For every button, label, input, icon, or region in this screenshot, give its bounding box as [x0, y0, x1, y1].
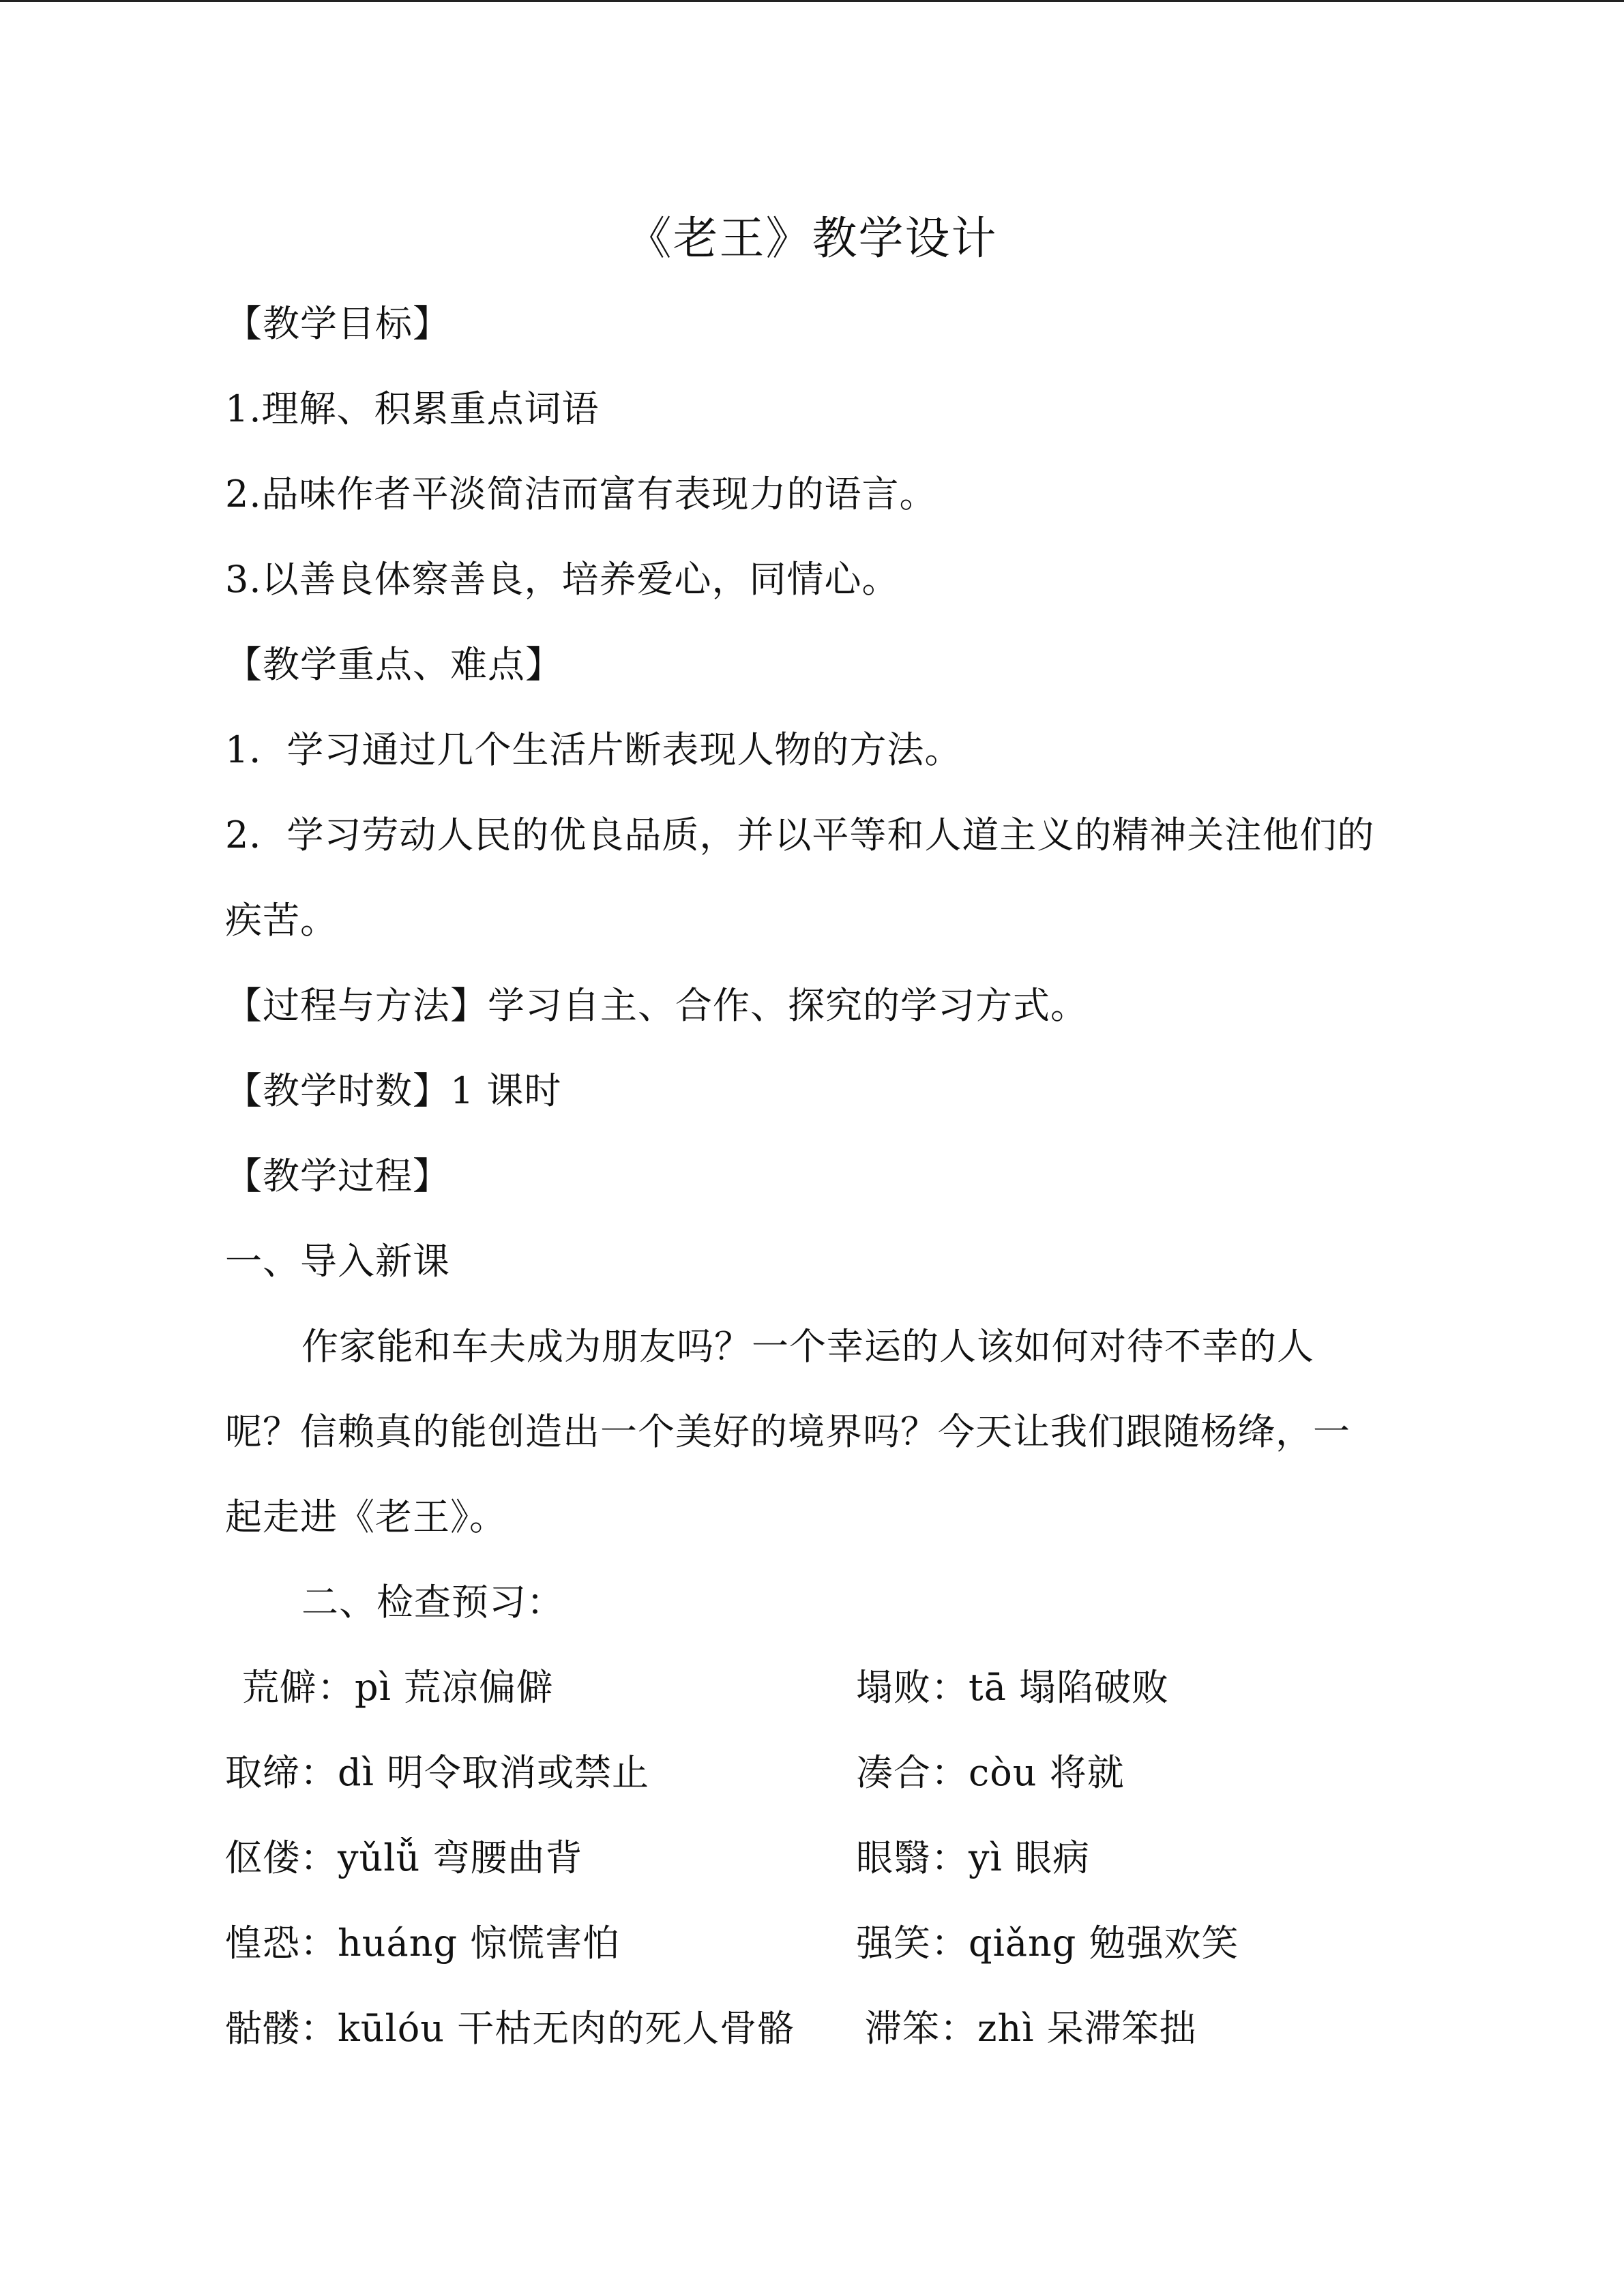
document-title: 《老王》教学设计 — [626, 212, 998, 265]
section-2-heading: 二、检查预习： — [301, 1581, 564, 1624]
intro-paragraph-line-2: 呢？信赖真的能创造出一个美好的境界吗？今天让我们跟随杨绛，一 — [225, 1410, 1350, 1453]
vocab-entry: 荒僻：pì 荒凉偏僻 — [242, 1666, 555, 1709]
goal-item-1: 1.理解、积累重点词语 — [225, 387, 600, 430]
vocab-entry: 滞笨：zhì 呆滞笨拙 — [865, 2007, 1197, 2050]
vocab-entry: 凑合：còu 将就 — [856, 1751, 1125, 1794]
key-point-2-continued: 疾苦。 — [225, 899, 338, 942]
vocab-entry: 强笑：qiǎng 勉强欢笑 — [856, 1922, 1239, 1965]
vocab-entry: 取缔：dì 明令取消或禁止 — [225, 1751, 650, 1794]
intro-paragraph-line-1: 作家能和车夫成为朋友吗？一个幸运的人该如何对待不幸的人 — [301, 1325, 1314, 1368]
goal-item-3: 3.以善良体察善良，培养爱心，同情心。 — [225, 558, 900, 601]
key-point-2: 2．学习劳动人民的优良品质，并以平等和人道主义的精神关注他们的 — [225, 814, 1375, 856]
intro-paragraph-line-3: 起走进《老王》。 — [225, 1495, 507, 1538]
goal-item-2: 2.品味作者平淡简洁而富有表现力的语言。 — [225, 473, 937, 516]
vocab-entry: 塌败：tā 塌陷破败 — [856, 1666, 1170, 1709]
page-top-border — [0, 0, 1624, 2]
vocab-entry: 惶恐：huáng 惊慌害怕 — [225, 1922, 621, 1965]
section-1-heading: 一、导入新课 — [225, 1240, 450, 1283]
key-points-heading: 【教学重点、难点】 — [225, 643, 563, 686]
process-heading: 【教学过程】 — [225, 1154, 450, 1197]
process-method-line: 【过程与方法】学习自主、合作、探究的学习方式。 — [225, 984, 1088, 1027]
key-point-1: 1．学习通过几个生活片断表现人物的方法。 — [225, 728, 962, 771]
vocab-entry: 骷髅：kūlóu 干枯无肉的死人骨骼 — [225, 2007, 795, 2050]
vocab-entry: 眼翳：yì 眼病 — [856, 1836, 1090, 1879]
teaching-hours-line: 【教学时数】1 课时 — [225, 1069, 562, 1112]
goals-heading: 【教学目标】 — [225, 302, 450, 345]
vocab-entry: 伛偻：yǔlǚ 弯腰曲背 — [225, 1836, 583, 1879]
